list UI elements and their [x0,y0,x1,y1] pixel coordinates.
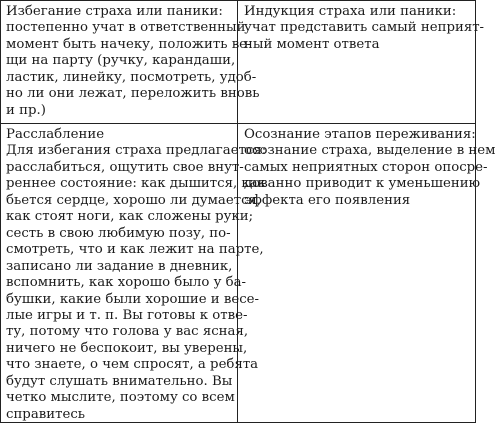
text-line: учат представить самый неприят- [244,20,485,36]
text-line: что знаете, о чем спросят, а ребята [6,357,259,373]
text-line: эффекта его появления [244,192,411,208]
text-line: вспомнить, как хорошо было у ба- [6,275,247,291]
text-line: ластик, линейку, посмотреть, удоб- [6,69,257,85]
text-line: смотреть, что и как лежит на парте, [6,242,264,258]
text-line: Избегание страха или паники: [6,4,223,19]
text-line: постепенно учат в ответственный [6,20,246,36]
text-line: записано ли задание в дневник, [6,258,233,274]
text-line: четко мыслите, поэтому со всем [6,390,235,406]
text-line: Расслабление [6,127,105,142]
text-line: будут слушать внимательно. Вы [6,373,233,389]
text-line: справитесь [6,406,86,422]
text-line: ту, потому что голова у вас ясная, [6,324,249,340]
text-line: бьется сердце, хорошо ли думается, [6,192,262,208]
text-line: Индукция страха или паники: [244,4,457,19]
text-line: бушки, какие были хорошие и весе- [6,291,260,307]
text-line: реннее состояние: как дышится, как [6,176,266,192]
text-line: самых неприятных сторон опосре- [244,159,488,175]
table-row [1,124,496,422]
text-line: сесть в свою любимую позу, по- [6,225,231,241]
text-line: Для избегания страха предлагается: [6,143,267,159]
cell-relaxation [1,124,267,422]
text-line: дованно приводит к уменьшению [244,176,481,192]
text-line: и пр.) [6,102,46,118]
cell-fear-avoidance [1,1,260,123]
cell-fear-induction [238,1,485,123]
text-line: ный момент ответа [244,36,380,52]
text-line: осознание страха, выделение в нем [244,143,496,159]
text-line: ничего не беспокоит, вы уверены, [6,340,248,356]
text-line: но ли они лежат, переложить вновь [6,86,260,102]
text-line: лые игры и т. п. Вы готовы к отве- [6,307,248,323]
text-line: щи на парту (ручку, карандаши, [6,53,236,69]
text-line: расслабиться, ощутить свое внут- [6,159,244,175]
text-line: момент быть начеку, положить ве- [6,36,252,52]
cell-experience-stages [238,124,496,422]
text-line: Осознание этапов переживания: [244,127,476,142]
table-row [1,1,485,124]
text-line: как стоят ноги, как сложены руки; [6,209,254,225]
